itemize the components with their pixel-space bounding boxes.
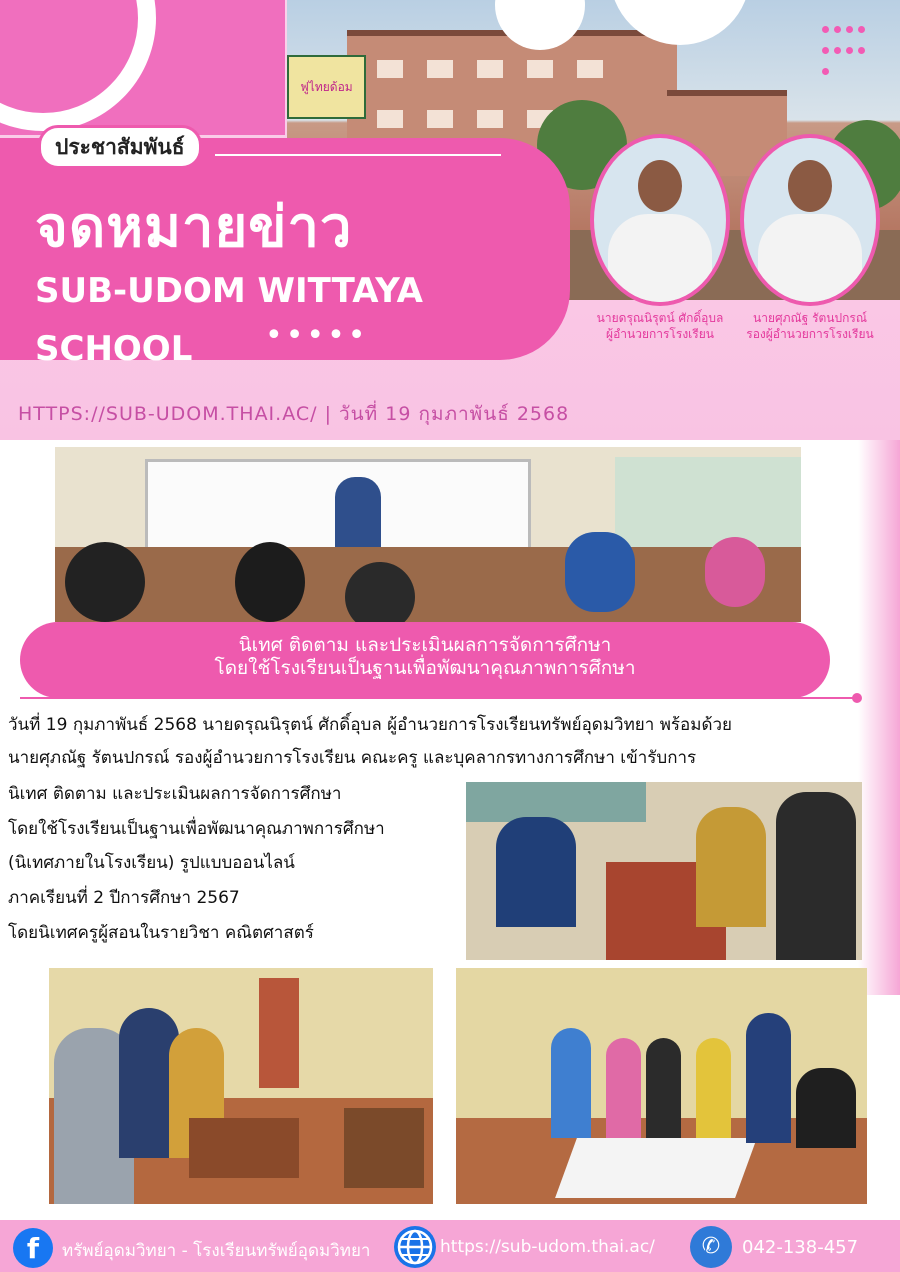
headline-line-1: นิเทศ ติดตาม และประเมินผลการจัดการศึกษา bbox=[238, 634, 612, 656]
body-line: โดยใช้โรงเรียนเป็นฐานเพื่อพัฒนาคุณภาพการศึกษา bbox=[8, 819, 385, 839]
teachers-observation-photo bbox=[49, 968, 433, 1204]
headline-line-2: โดยใช้โรงเรียนเป็นฐานเพื่อพัฒนาคุณภาพการศึกษา bbox=[214, 657, 636, 679]
phone-icon[interactable]: ✆ bbox=[690, 1226, 732, 1268]
deputy-caption bbox=[735, 310, 885, 342]
classroom-photo bbox=[55, 447, 801, 622]
deputy-director-portrait bbox=[740, 134, 880, 306]
meeting-photo bbox=[466, 782, 862, 960]
title-dots: ••••• bbox=[265, 318, 369, 353]
deputy-name: นายศุภณัฐ รัตนปกรณ์ bbox=[753, 311, 867, 325]
school-sign: ฟูไทยด้อม bbox=[287, 55, 366, 119]
body-line: วันที่ 19 กุมภาพันธ์ 2568 นายดรุณนิรุตน์ ศักดิ์อุบล ผู้อำนวยการโรงเรียนทรัพย์อุดมวิทยา พร้อมด้วย bbox=[8, 715, 732, 735]
body-line: นิเทศ ติดตาม และประเมินผลการจัดการศึกษา bbox=[8, 784, 342, 804]
section-tag: ประชาสัมพันธ์ bbox=[38, 125, 202, 169]
phone-number[interactable]: 042-138-457 bbox=[742, 1237, 859, 1258]
dots-decoration bbox=[822, 26, 878, 78]
newsletter-title: จดหมายข่าว bbox=[35, 195, 353, 260]
facebook-icon[interactable]: f bbox=[13, 1228, 53, 1268]
body-line: โดยนิเทศครูผู้สอนในรายวิชา คณิตศาสตร์ bbox=[8, 923, 314, 943]
deputy-role: รองผู้อำนวยการโรงเรียน bbox=[746, 327, 874, 341]
url-date-line: HTTPS://SUB-UDOM.THAI.AC/ | วันที่ 19 กุมภาพันธ์ 2568 bbox=[18, 403, 570, 425]
director-caption bbox=[585, 310, 735, 342]
facebook-page-name[interactable]: ทรัพย์อุดมวิทยา - โรงเรียนทรัพย์อุดมวิทยา bbox=[62, 1241, 371, 1261]
director-portrait bbox=[590, 134, 730, 306]
school-name: SUB-UDOM WITTAYA SCHOOL bbox=[35, 271, 423, 369]
divider bbox=[215, 154, 501, 156]
body-line: ภาคเรียนที่ 2 ปีการศึกษา 2567 bbox=[8, 888, 240, 908]
body-line: นายศุภณัฐ รัตนปกรณ์ รองผู้อำนวยการโรงเรียน คณะครู และบุคลากรทางการศึกษา เข้ารับการ bbox=[8, 748, 697, 768]
director-role: ผู้อำนวยการโรงเรียน bbox=[606, 327, 714, 341]
pink-edge-decoration bbox=[858, 440, 900, 995]
students-activity-photo bbox=[456, 968, 867, 1204]
banner-underline bbox=[20, 697, 855, 699]
website-link[interactable]: https://sub-udom.thai.ac/ bbox=[440, 1237, 655, 1257]
globe-icon[interactable] bbox=[394, 1226, 436, 1268]
banner-dot bbox=[852, 693, 862, 703]
headline-banner bbox=[20, 622, 830, 698]
director-name: นายดรุณนิรุตน์ ศักดิ์อุบล bbox=[596, 311, 724, 325]
body-line: (นิเทศภายในโรงเรียน) รูปแบบออนไลน์ bbox=[8, 853, 295, 873]
